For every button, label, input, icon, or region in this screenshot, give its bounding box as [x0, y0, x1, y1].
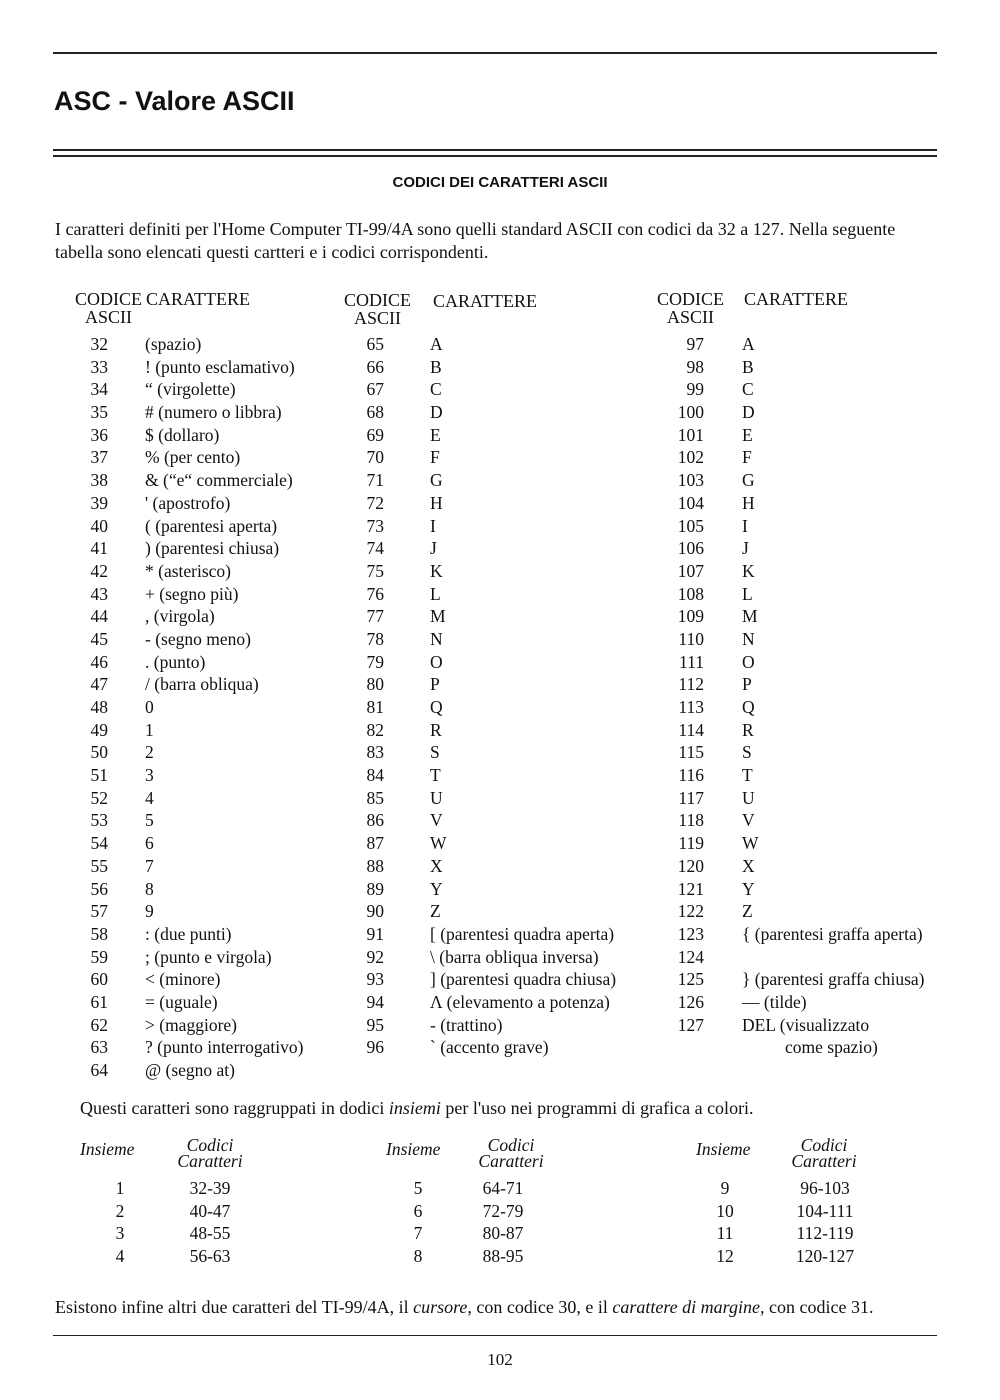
ascii-code: 92 [366, 946, 384, 967]
set-header-3: Insieme [696, 1139, 751, 1159]
ascii-code: 69 [366, 424, 384, 445]
ascii-code: 114 [678, 719, 704, 740]
codes-header-2 [466, 1137, 556, 1169]
ascii-code: 34 [90, 379, 108, 400]
ascii-code: 59 [90, 946, 108, 967]
ascii-character: D [742, 402, 755, 423]
ascii-character: 2 [145, 742, 154, 763]
ascii-code: 84 [366, 765, 384, 786]
ascii-character: Q [430, 697, 443, 717]
ascii-code: 104 [677, 492, 704, 513]
ascii-character: A [430, 334, 443, 354]
ascii-code: 75 [366, 560, 384, 581]
set-codes: 104-111 [796, 1200, 854, 1221]
ascii-code: 91 [366, 923, 384, 944]
ascii-character: < (minore) [145, 969, 221, 990]
set-codes: 48-55 [189, 1223, 231, 1243]
ascii-character: N [742, 628, 755, 649]
bottom-rule [53, 1335, 937, 1336]
set-number: 6 [413, 1200, 423, 1221]
ascii-character: Z [430, 901, 441, 922]
ascii-character: F [742, 447, 752, 468]
ascii-character: - (trattino) [430, 1014, 503, 1035]
closing-paragraph [55, 1297, 873, 1318]
ascii-code: 47 [90, 674, 108, 695]
set-codes: 40-47 [189, 1200, 231, 1221]
page-title: ASC - Valore ASCII [54, 86, 295, 116]
ascii-character: K [742, 560, 755, 581]
ascii-code: 107 [677, 560, 704, 581]
ascii-code: 110 [678, 628, 704, 649]
ascii-code: 78 [366, 628, 384, 649]
ascii-character: } (parentesi graffa chiusa) [742, 969, 925, 990]
groups-intro-text: Questi caratteri sono raggruppati in dodici [80, 1098, 389, 1118]
ascii-character: ' (apostrofo) [145, 492, 231, 513]
ascii-code: 102 [677, 447, 704, 468]
set-number: 4 [115, 1245, 125, 1266]
closing-text-3: , con codice 31. [760, 1297, 874, 1317]
ascii-character: V [742, 810, 755, 831]
ascii-character: O [430, 651, 443, 672]
codes-header-line2: Caratteri [177, 1151, 243, 1171]
ascii-character: Q [742, 697, 755, 717]
ascii-code: 125 [677, 969, 704, 990]
ascii-code: 48 [90, 697, 108, 717]
set-codes: 120-127 [795, 1245, 855, 1266]
ascii-code: 52 [90, 787, 108, 808]
ascii-code: 72 [366, 492, 384, 513]
title-rule [53, 149, 937, 151]
ascii-character: Z [742, 901, 753, 922]
ascii-code: 118 [678, 810, 704, 831]
code-header-2 [325, 291, 430, 327]
ascii-character: U [430, 787, 443, 808]
groups-intro-italic: insiemi [388, 1098, 441, 1118]
set-codes: 32-39 [189, 1178, 231, 1198]
ascii-character: Y [430, 878, 443, 899]
ascii-character: Λ (elevamento a potenza) [430, 991, 610, 1012]
ascii-code: 35 [90, 402, 108, 423]
codes-header-line2: Caratteri [478, 1151, 544, 1171]
ascii-character: & (“e“ commerciale) [145, 470, 293, 491]
ascii-code: 64 [90, 1060, 108, 1080]
set-number: 3 [115, 1223, 125, 1243]
ascii-character: T [430, 765, 441, 786]
ascii-character: \ (barra obliqua inversa) [430, 946, 599, 967]
ascii-character: C [430, 379, 442, 400]
ascii-code: 101 [677, 424, 704, 445]
ascii-code: 38 [90, 470, 108, 491]
set-codes: 88-95 [482, 1245, 524, 1266]
ascii-character: R [742, 719, 754, 740]
codes-header-3 [779, 1137, 869, 1169]
ascii-character: 5 [145, 810, 154, 831]
ascii-code: 43 [90, 583, 108, 604]
ascii-code: 96 [366, 1037, 384, 1058]
ascii-code: 45 [90, 628, 108, 649]
ascii-character: L [742, 583, 753, 604]
ascii-character: R [430, 719, 442, 740]
ascii-code: 98 [686, 356, 704, 377]
ascii-character: “ (virgolette) [145, 379, 236, 400]
ascii-character: @ (segno at) [145, 1060, 235, 1080]
ascii-code: 106 [677, 538, 704, 559]
ascii-code: 37 [90, 447, 108, 468]
ascii-code: 65 [366, 334, 384, 354]
ascii-code: 39 [90, 492, 108, 513]
set-codes: 56-63 [189, 1245, 231, 1266]
ascii-character: 3 [145, 765, 154, 786]
set-header-1: Insieme [80, 1139, 135, 1159]
ascii-character: I [742, 515, 748, 536]
ascii-character: G [430, 470, 443, 491]
ascii-character: J [742, 538, 749, 559]
ascii-code: 57 [90, 901, 108, 922]
set-number: 10 [716, 1200, 734, 1221]
ascii-character: ; (punto e virgola) [145, 946, 272, 967]
ascii-character: 0 [145, 697, 154, 717]
ascii-character: 6 [145, 833, 154, 854]
codes-header-line1: Codici [186, 1135, 234, 1155]
ascii-character: B [742, 356, 754, 377]
ascii-character: - (segno meno) [145, 628, 251, 649]
ascii-code: 82 [366, 719, 384, 740]
ascii-character: > (maggiore) [145, 1014, 237, 1035]
set-number: 9 [720, 1178, 730, 1198]
ascii-code: 42 [90, 560, 108, 581]
set-number: 12 [716, 1245, 734, 1266]
codes-header-line2: Caratteri [791, 1151, 857, 1171]
set-number: 5 [413, 1178, 423, 1198]
set-codes: 64-71 [482, 1178, 524, 1198]
ascii-code: 63 [90, 1037, 108, 1058]
ascii-character: 8 [145, 878, 154, 899]
codes-header-1 [165, 1137, 255, 1169]
closing-text-1: Esistono infine altri due caratteri del TI-99/4A, il [55, 1297, 414, 1317]
ascii-character: I [430, 515, 436, 536]
ascii-code: 71 [366, 470, 384, 491]
ascii-character: G [742, 470, 755, 491]
set-codes: 72-79 [482, 1200, 524, 1221]
ascii-character: E [430, 424, 441, 445]
ascii-character: ` (accento grave) [430, 1037, 549, 1058]
ascii-character: 9 [145, 901, 154, 922]
ascii-code: 95 [366, 1014, 384, 1035]
ascii-code: 99 [686, 379, 704, 400]
ascii-character: P [742, 674, 752, 695]
top-rule [53, 52, 937, 54]
set-number: 11 [716, 1223, 734, 1243]
ascii-character: D [430, 402, 443, 423]
ascii-code: 46 [90, 651, 108, 672]
ascii-character: T [742, 765, 753, 786]
ascii-character: E [742, 424, 753, 445]
ascii-character: DEL (visualizzato [742, 1014, 870, 1035]
ascii-character: L [430, 583, 441, 604]
char-header-1: CARATTERE [146, 289, 251, 309]
set-number: 7 [413, 1223, 423, 1243]
ascii-code: 44 [90, 606, 108, 627]
ascii-code: 76 [366, 583, 384, 604]
set-header-2: Insieme [386, 1139, 441, 1159]
set-number: 1 [115, 1178, 125, 1198]
ascii-code: 66 [366, 356, 384, 377]
ascii-code: 111 [679, 651, 704, 672]
ascii-code: 87 [366, 833, 384, 854]
ascii-character: M [430, 606, 446, 627]
ascii-code: 79 [366, 651, 384, 672]
ascii-code: 61 [90, 991, 108, 1012]
ascii-code: 126 [677, 991, 704, 1012]
ascii-code: 53 [90, 810, 108, 831]
ascii-character: S [742, 742, 752, 763]
ascii-character: : (due punti) [145, 923, 232, 944]
ascii-character: / (barra obliqua) [145, 674, 259, 695]
set-codes: 80-87 [482, 1223, 524, 1243]
code-header-line1: CODICE [344, 290, 411, 310]
ascii-character: Y [742, 878, 755, 899]
ascii-character: X [430, 855, 443, 876]
ascii-character: X [742, 855, 755, 876]
ascii-code: 121 [677, 878, 704, 899]
ascii-code: 41 [90, 538, 108, 559]
code-header-line1: CODICE [657, 289, 724, 309]
ascii-code: 116 [678, 765, 704, 786]
ascii-character: S [430, 742, 440, 763]
ascii-code: 97 [686, 334, 704, 354]
ascii-code: 90 [366, 901, 384, 922]
ascii-code: 50 [90, 742, 108, 763]
ascii-code: 86 [366, 810, 384, 831]
ascii-code: 49 [90, 719, 108, 740]
ascii-character: 7 [145, 855, 154, 876]
ascii-code: 32 [90, 334, 108, 354]
code-header-3 [638, 290, 743, 326]
ascii-code: 120 [677, 855, 704, 876]
ascii-character: . (punto) [145, 651, 206, 672]
ascii-code: 55 [90, 855, 108, 876]
code-header-line2: ASCII [84, 307, 132, 327]
ascii-code: 119 [678, 833, 704, 854]
ascii-code: 127 [677, 1014, 704, 1035]
ascii-character: { (parentesi graffa aperta) [742, 923, 923, 944]
closing-italic-2: carattere di margine [612, 1297, 760, 1317]
ascii-code: 93 [366, 969, 384, 990]
ascii-code: 81 [366, 697, 384, 717]
ascii-character: N [430, 628, 443, 649]
ascii-character: = (uguale) [145, 991, 218, 1012]
ascii-character: ] (parentesi quadra chiusa) [430, 969, 617, 990]
closing-italic-1: cursore [413, 1297, 468, 1317]
ascii-character: 1 [145, 719, 154, 740]
ascii-code: 58 [90, 923, 108, 944]
ascii-code: 51 [90, 765, 108, 786]
ascii-character: (spazio) [145, 334, 202, 354]
ascii-code: 33 [90, 356, 108, 377]
ascii-code: 62 [90, 1014, 108, 1035]
char-header-2: CARATTERE [433, 291, 538, 311]
ascii-character: * (asterisco) [145, 560, 232, 581]
ascii-character: $ (dollaro) [145, 424, 220, 445]
ascii-character: , (virgola) [145, 606, 215, 627]
ascii-character: [ (parentesi quadra aperta) [430, 923, 615, 944]
ascii-code: 123 [677, 923, 704, 944]
ascii-code: 122 [677, 901, 704, 922]
ascii-character: + (segno più) [145, 583, 239, 604]
ascii-code: 94 [366, 991, 384, 1012]
set-codes: 112-119 [796, 1223, 854, 1243]
codes-header-line1: Codici [800, 1135, 848, 1155]
intro-paragraph: I caratteri definiti per l'Home Computer TI-99/4A sono quelli standard ASCII con codici da 32 a 127. Nella seguente tabella sono elencati questi cartteri e i codici corrispondenti. [55, 219, 896, 262]
groups-intro-text-end: per l'uso nei programmi di grafica a colori. [440, 1098, 754, 1118]
ascii-character: % (per cento) [145, 447, 241, 468]
ascii-code: 56 [90, 878, 108, 899]
ascii-character: J [430, 538, 437, 559]
ascii-code: 100 [677, 402, 704, 423]
ascii-character: M [742, 606, 758, 627]
ascii-code: 77 [366, 606, 384, 627]
set-number: 8 [413, 1245, 423, 1266]
ascii-code: 67 [366, 379, 384, 400]
ascii-character: 4 [145, 787, 154, 808]
ascii-character: come spazio) [785, 1037, 878, 1058]
code-header-line2: ASCII [353, 308, 401, 328]
char-header-3: CARATTERE [744, 289, 849, 309]
set-codes: 96-103 [800, 1178, 850, 1198]
ascii-code: 40 [90, 515, 108, 536]
ascii-code: 88 [366, 855, 384, 876]
ascii-character: H [742, 492, 755, 513]
ascii-code: 105 [677, 515, 704, 536]
ascii-character: ? (punto interrogativo) [145, 1037, 304, 1058]
code-header-line2: ASCII [666, 307, 714, 327]
ascii-character: ) (parentesi chiusa) [145, 538, 280, 559]
ascii-code: 108 [677, 583, 704, 604]
ascii-character: # (numero o libbra) [145, 402, 282, 423]
ascii-character: V [430, 810, 443, 831]
ascii-code: 85 [366, 787, 384, 808]
ascii-character: B [430, 356, 442, 377]
ascii-code: 68 [366, 402, 384, 423]
ascii-code: 113 [678, 697, 704, 717]
ascii-character: — (tilde) [742, 991, 807, 1012]
ascii-code: 83 [366, 742, 384, 763]
ascii-code: 89 [366, 878, 384, 899]
ascii-code: 70 [366, 447, 384, 468]
ascii-character: K [430, 560, 443, 581]
section-heading: CODICI DEI CARATTERI ASCII [392, 174, 608, 191]
ascii-code: 117 [678, 787, 704, 808]
ascii-character: A [742, 334, 755, 354]
codes-header-line1: Codici [487, 1135, 535, 1155]
ascii-code: 80 [366, 674, 384, 695]
ascii-code: 109 [677, 606, 704, 627]
ascii-code: 115 [678, 742, 704, 763]
ascii-character: ! (punto esclamativo) [145, 356, 295, 377]
ascii-character: F [430, 447, 440, 468]
code-header-line1: CODICE [75, 289, 142, 309]
title-rule-second [53, 155, 937, 157]
ascii-code: 73 [366, 515, 384, 536]
ascii-character: W [430, 833, 447, 854]
ascii-character: C [742, 379, 754, 400]
ascii-character: ( (parentesi aperta) [145, 515, 278, 536]
ascii-code: 112 [678, 674, 704, 695]
ascii-code: 124 [677, 946, 704, 967]
closing-text-2: , con codice 30, e il [467, 1297, 613, 1317]
ascii-code: 54 [90, 833, 108, 854]
page-number: 102 [487, 1350, 513, 1369]
ascii-character: H [430, 492, 443, 513]
ascii-code: 60 [90, 969, 108, 990]
ascii-code: 74 [366, 538, 384, 559]
ascii-code: 36 [90, 424, 108, 445]
ascii-character: P [430, 674, 440, 695]
ascii-character: W [742, 833, 759, 854]
ascii-character: U [742, 787, 755, 808]
ascii-character: O [742, 651, 755, 672]
groups-intro [80, 1098, 754, 1119]
set-number: 2 [115, 1200, 125, 1221]
ascii-code: 103 [677, 470, 704, 491]
